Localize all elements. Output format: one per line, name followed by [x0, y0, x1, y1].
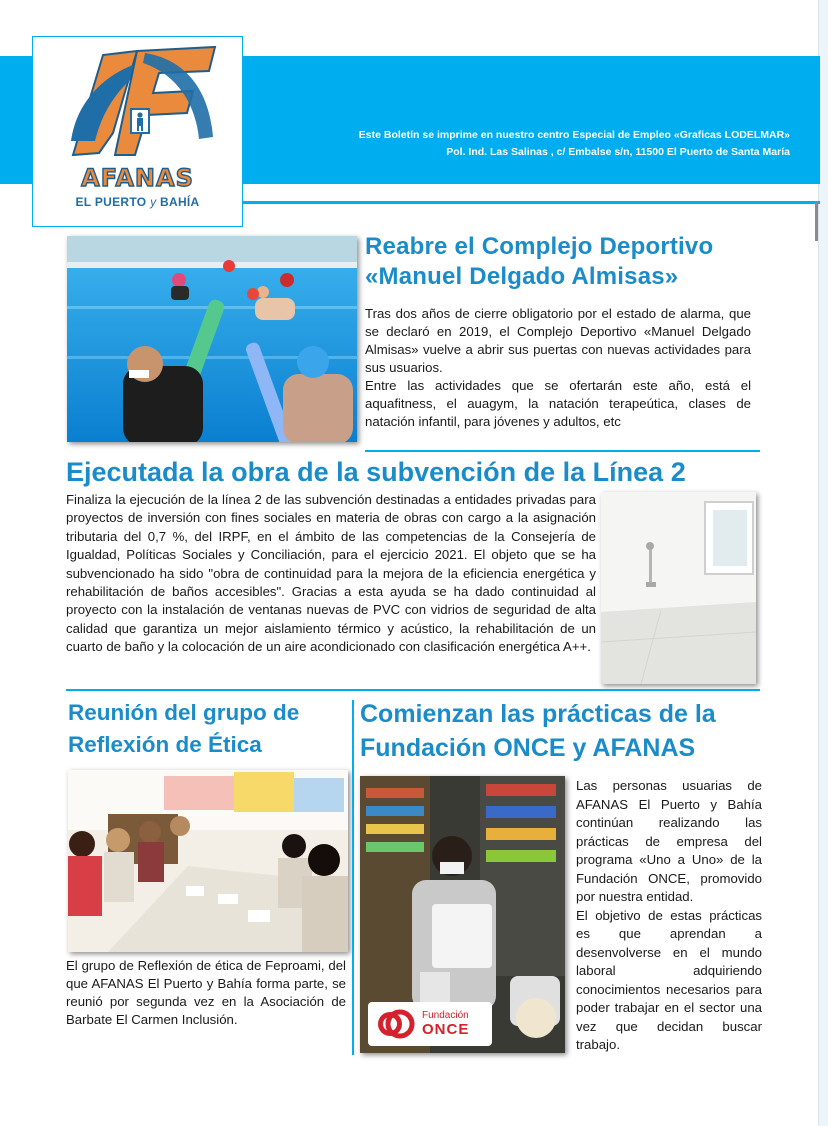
divider-1: [365, 450, 760, 452]
store-photo: [360, 776, 565, 1053]
article4-title: [360, 697, 770, 765]
once-logo-line-2: ONCE: [422, 1021, 470, 1038]
printing-notice: [359, 127, 790, 161]
once-logo-line-1: Fundación: [422, 1010, 469, 1021]
once-logo-text: [422, 1009, 469, 1037]
article1-paragraph-1: Tras dos años de cierre obligatorio por el estado de alarma, que se declaró en 2019, el Complejo Deportivo «Manuel Delgado Almisas» vuelve a abrir sus puertas con nuevas actividades para sus usuarios.: [365, 306, 751, 375]
article1-title: [365, 232, 765, 292]
logo-wordmark: AFANAS: [81, 164, 194, 192]
article1-body: [365, 305, 751, 431]
divider-2: [66, 689, 760, 691]
article1-paragraph-2: Entre las actividades que se ofertarán este año, está el aquafitness, el auagym, la natación terapeútica, clases de natación infantil, para jóvenes y adultos, etc: [365, 378, 751, 429]
pool-photo: [67, 236, 357, 442]
article4-title-line-2: Fundación ONCE y AFANAS: [360, 734, 696, 762]
bathroom-photo: [601, 492, 756, 684]
header-divider-tick: [815, 201, 818, 241]
article4-body: [576, 777, 762, 1055]
meeting-photo: [68, 770, 348, 952]
article3-title-line-1: Reunión del grupo de: [68, 700, 300, 725]
article3-title-line-2: Reflexión de Ética: [68, 732, 262, 757]
logo-subtitle-b: y: [150, 195, 157, 209]
article4-paragraph-1: Las personas usuarias de AFANAS El Puerto y Bahía continúan realizando las prácticas de empresa del programa «Uno a Uno» de la Fundación ONCE, promovido por nuestra entidad.: [576, 778, 762, 904]
article1-title-line-1: Reabre el Complejo Deportivo: [365, 233, 714, 260]
article3-title: [68, 697, 348, 761]
logo-subtitle-c: BAHÍA: [156, 195, 200, 209]
printing-notice-line-2: Pol. Ind. Las Salinas , c/ Embalse s/n, 11500 El Puerto de Santa María: [446, 146, 790, 158]
header-divider: [242, 201, 820, 204]
logo-subtitle: [33, 195, 242, 209]
article4-title-line-1: Comienzan las prácticas de la: [360, 700, 716, 728]
article2-body: Finaliza la ejecución de la línea 2 de las subvención destinadas a entidades privadas para proyectos de inversión con fines sociales en materia de obras con cargo a la asignación tributaria del 0,7 %, del IRPF, en el ámbito de las competencias de la Consejería de Igualdad, Políticas Sociales y Conciliación, para el ejercicio 2021. El objeto que se ha subvencionado ha sido "obra de continuidad para la mejora de la eficiencia energética y rehabilitación de baños accesibles". Gracias a esta ayuda se ha dado continuidad al proyecto con la instalación de ventanas nuevas de PVC con vidrios de seguridad de alta calidad que garantiza un mejor aislamiento térmico y acústico, la rehabilitación de un cuarto de baño y la colocación de un aire acondicionado con clasificación energética A++.: [66, 492, 596, 655]
column-divider: [352, 700, 354, 1055]
article2-title: Ejecutada la obra de la subvención de la Línea 2: [66, 457, 686, 487]
logo-subtitle-a: EL PUERTO: [75, 195, 151, 209]
afanas-logo: [32, 36, 243, 227]
article4-paragraph-2: El objetivo de estas prácticas es que aprendan a desenvolverse en el mundo laboral adquiriendo conocimientos necesarios para poder trabajar en el sector una vez que decidan buscar trabajo.: [576, 907, 762, 1052]
printing-notice-line-1: Este Boletín se imprime en nuestro centro Especial de Empleo «Graficas LODELMAR»: [358, 129, 790, 141]
article1-title-line-2: «Manuel Delgado Almisas»: [365, 263, 679, 290]
article3-body: El grupo de Reflexión de ética de Feproami, del que AFANAS El Puerto y Bahía forma parte, se reunió por segunda vez en la Asociación de Barbate El Carmen Inclusión.: [66, 958, 346, 1027]
